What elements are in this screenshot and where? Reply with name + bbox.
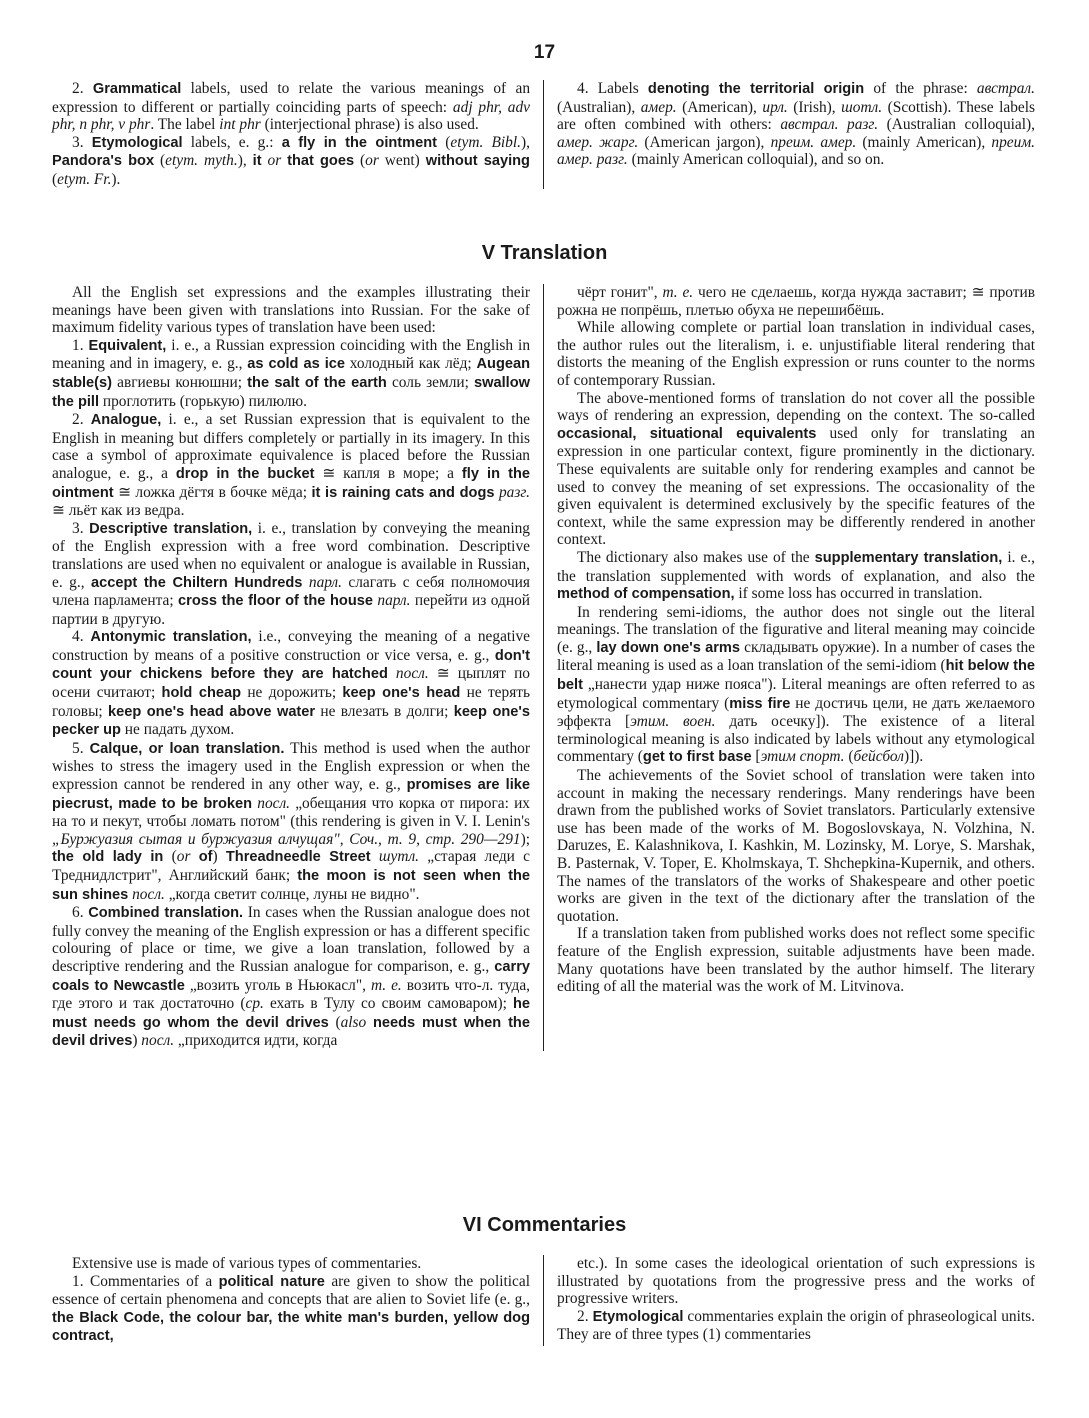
paragraph: While allowing complete or partial loan translation in individual cases, the author rules out the literalism, i. e. unjustifiable literal rendering that distorts the meaning of the English expression or runs counter to the norms of contemporary Russian.: [557, 319, 1035, 389]
paragraph: The above-mentioned forms of translation do not cover all the possible ways of rendering an expression, depending on the context. The so-called occasional, situational equivalents used only for translating an expression in one particular context, figure prominently in the dictionary. These equivalents are suitable only for rendering examples and cannot be used to convey the meaning of set expressions. The occasionality of the given equivalent is determined exclusively by the specific features of the context, while the same expression may be differently rendered in another context.: [557, 389, 1035, 549]
translation-right-column: [557, 284, 1035, 1051]
translation-left-column: [52, 284, 530, 1051]
section-title-translation: V Translation: [481, 242, 608, 264]
column-rule: [543, 284, 544, 1051]
paragraph: If a translation taken from published works does not reflect some specific feature of the English expression, suitable adjustments have been made. Many quotations have been translated by the author himself. The literary editing of all the material was the work of M. Litvinova.: [557, 925, 1035, 996]
paragraph: All the English set expressions and the examples illustrating their meanings have been given with translations into Russian. For the sake of maximum fidelity various types of translation have been used:: [52, 284, 530, 337]
paragraph: 4. Antonymic translation, i.e., conveying the meaning of a negative construction by means of a positive construction or vice versa, e. g., don't count your chickens before they are hatched посл. ≅ цыплят по осени считают; hold cheap не дорожить; keep one's head не терять головы; keep one's head above water не влезать в долги; keep one's pecker up не падать духом.: [52, 628, 531, 739]
top-block: [52, 80, 1035, 189]
paragraph: 1. Commentaries of a political nature are given to show the political essence of certain phenomena and concepts that are alien to Soviet life (e. g., the Black Code, the colour bar, the white man's burden, yellow dog contract,: [52, 1272, 530, 1345]
page-number: 17: [533, 42, 556, 63]
paragraph: The achievements of the Soviet school of translation were taken into account in making the necessary renderings. Many renderings have been drawn from the published works of Soviet translators. Particularly extensive use has been made of the works of M. Bogoslovskaya, N. Volzhina, N. Daruzes, E. Kalashnikova, I. Kashkin, M. Lozinsky, M. Lorye, S. Marshak, B. Pasternak, V. Toper, E. Kholmskaya, T. Shchepkina-Kupernik, and others. The names of the translators of the works of Shakespeare and other poetic works are given in the text of the dictionary after the translation of the quotation.: [557, 767, 1035, 925]
column-rule: [543, 80, 544, 189]
paragraph: Extensive use is made of various types of commentaries.: [72, 1255, 422, 1272]
paragraph: 2. Grammatical labels, used to relate the various meanings of an expression to different or partially coinciding parts of speech: adj phr, adv phr, n phr, v phr. The label int phr (interjectional phrase) is also used.: [52, 80, 531, 134]
commentaries-left-column: [52, 1255, 530, 1346]
paragraph: The dictionary also makes use of the supplementary translation, i. e., the translation supplemented with words of explanation, and also the method of compensation, if some loss has occurred in translation.: [557, 548, 1035, 603]
section-title-commentaries: VI Commentaries: [462, 1214, 627, 1236]
commentaries-block: [52, 1255, 1035, 1346]
paragraph: 4. Labels denoting the territorial origin of the phrase: австрал. (Australian), амер. (American), ирл. (Irish), шотл. (Scottish). These labels are often combined with others: австрал. разг. (Australian colloquial), амер. жарг. (American jargon), преим. амер. (mainly American), преим. амер. разг. (mainly American colloquial), and so on.: [557, 80, 1036, 169]
commentaries-right-column: [557, 1255, 1035, 1346]
paragraph: 6. Combined translation. In cases when the Russian analogue does not fully convey the meaning of the English expression or has a different specific colouring of place or time, we give a loan translation, followed by a descriptive rendering and the Russian analogue for comparison, e. g., carry coals to Newcastle „возить уголь в Ньюкасл", т. е. возить что-л. туда, где этого и так достаточно (ср. ехать в Тулу со своим самоваром); he must needs go whom the devil drives (also needs must when the devil drives) посл. „приходится идти, когда: [52, 904, 531, 1050]
paragraph: 1. Equivalent, i. e., a Russian expression coinciding with the English in meaning and in imagery, e. g., as cold as ice холодный как лёд; Augean stable(s) авгиевы конюшни; the salt of the earth соль земли; swallow the pill проглотить (горькую) пилюлю.: [52, 336, 531, 410]
paragraph: In rendering semi-idioms, the author does not single out the literal meanings. The translation of the figurative and literal meaning may coincide (e. g., lay down one's arms складывать оружие). In a number of cases the literal meaning is used as a loan translation of the semi-idiom (hit below the belt „нанести удар ниже пояса"). Literal meanings are often referred to as etymological commentary (miss fire не достичь цели, не дать желаемого эффекта [этим. воен. дать осечку]). The existence of a literal terminological meaning is also indicated by labels without any etymological commentary (get to first base [этим спорт. (бейсбол)]).: [557, 603, 1036, 766]
paragraph: etc.). In some cases the ideological orientation of such expressions is illustrated by quotations from the progressive press and the works of progressive writers.: [557, 1255, 1035, 1308]
translation-block: [52, 284, 1035, 1051]
top-right-column: [557, 80, 1035, 189]
paragraph: 5. Calque, or loan translation. This method is used when the author wishes to stress the imagery used in the English expression or when the expression cannot be rendered in any other way, e. g., promises are like piecrust, made to be broken посл. „обещания что корка от пирога: их на то и пекут, чтобы ломать потом" (this rendering is given in V. I. Lenin's „Буржуазия сытая и буржуазия алчущая", Соч., т. 9, стр. 290—291); the old lady in (or of) Threadneedle Street шутл. „старая леди с Треднидлстрит", Английский банк; the moon is not seen when the sun shines посл. „когда светит солнце, луны не видно".: [52, 739, 531, 903]
paragraph: 3. Etymological labels, e. g.: a fly in the ointment (etym. Bibl.), Pandora's box (etym. myth.), it or that goes (or went) without saying (etym. Fr.).: [52, 133, 530, 188]
paragraph: чёрт гонит", т. е. чего не сделаешь, когда нужда заставит; ≅ против рожна не попрёшь, плетью обуха не перешибёшь.: [557, 284, 1035, 319]
top-left-column: [52, 80, 530, 189]
paragraph: 3. Descriptive translation, i. e., translation by conveying the meaning of the English expression with a free word combination. Descriptive translations are used when no equivalent or analogue is available in Russian, e. g., accept the Chiltern Hundreds парл. слагать с себя полномочия члена парламента; cross the floor of the house парл. перейти из одной партии в другую.: [52, 519, 531, 628]
paragraph: 2. Etymological commentaries explain the origin of phraseological units. They are of three types (1) commentaries: [557, 1307, 1036, 1344]
column-rule: [543, 1255, 544, 1346]
paragraph: 2. Analogue, i. e., a set Russian expression that is equivalent to the English in meaning but differs completely or partially in its imagery. In this case a symbol of approximate equivalence is placed before the Russian analogue, e. g., a drop in the bucket ≅ капля в море; a fly in the ointment ≅ ложка дёгтя в бочке мёда; it is raining cats and dogs разг. ≅ льёт как из ведра.: [52, 411, 530, 520]
